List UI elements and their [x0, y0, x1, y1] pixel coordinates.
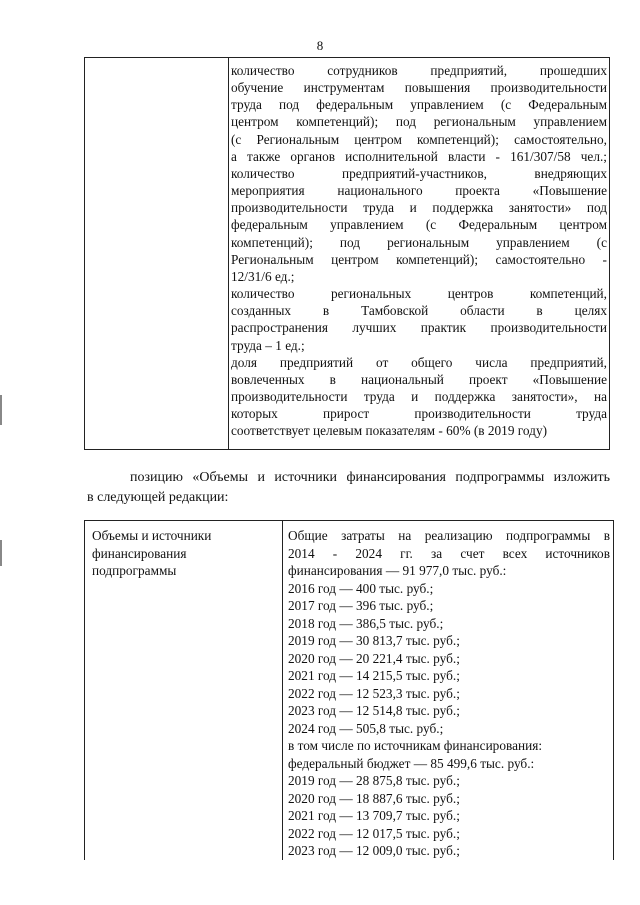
funding-line: 2018 год — 386,5 тыс. руб.;	[288, 615, 444, 631]
funding-table	[84, 520, 614, 860]
paragraph-line: в следующей редакции:	[87, 490, 229, 505]
instruction-paragraph	[87, 468, 610, 508]
funding-line: в том числе по источникам финансирования:	[288, 738, 543, 753]
text-line: труда под федеральным управлением (с Федеральным	[231, 97, 607, 113]
paragraph-line: позицию «Объемы и источники финансирования подпрограммы изложить	[130, 470, 610, 485]
text-line: количество сотрудников предприятий, прошедших	[231, 63, 607, 78]
text-line: центром компетенций); под региональным управлением	[231, 114, 607, 130]
funding-line: федеральный бюджет — 85 499,6 тыс. руб.:	[288, 755, 535, 771]
funding-line: 2021 год — 14 215,5 тыс. руб.;	[288, 668, 460, 683]
funding-line: 2017 год — 396 тыс. руб.;	[288, 598, 434, 613]
funding-line: 2022 год — 12 017,5 тыс. руб.;	[288, 825, 460, 841]
text-line: федеральным управлением (с Федеральным центром	[231, 217, 607, 233]
text-line: обучение инструментам повышения производительности	[231, 80, 607, 96]
text-line: производительности труда и поддержка занятости» под	[231, 200, 607, 216]
funding-label-cell	[92, 527, 277, 580]
page-number: 8	[316, 38, 324, 53]
funding-line: 2016 год — 400 тыс. руб.;	[288, 580, 434, 596]
funding-line: 2019 год — 28 875,8 тыс. руб.;	[288, 773, 460, 788]
label-line: финансирования	[92, 545, 187, 561]
text-line: которых прирост производительности труда	[231, 406, 607, 422]
table-column-divider	[282, 521, 283, 860]
funding-line: 2023 год — 12 514,8 тыс. руб.;	[288, 703, 460, 718]
text-line: созданных в Тамбовской области в целях	[231, 303, 607, 319]
text-line: производительности труда и поддержка занятости», на	[231, 388, 607, 404]
continued-table	[84, 57, 610, 450]
funding-line: 2021 год — 13 709,7 тыс. руб.;	[288, 808, 460, 823]
text-line: количество предприятий-участников, внедряющих	[231, 165, 607, 181]
scan-artifact	[0, 395, 2, 425]
text-line: соответствует целевым показателям - 60% (в 2019 году)	[231, 423, 548, 439]
text-line: распространения лучших практик производительности	[231, 320, 607, 336]
table-column-divider	[228, 58, 229, 449]
indicators-cell	[231, 62, 607, 439]
text-line: мероприятия национального проекта «Повышение	[231, 183, 607, 199]
text-line: компетенций); под региональным управлением (с	[231, 234, 607, 250]
funding-line: 2019 год — 30 813,7 тыс. руб.;	[288, 633, 460, 648]
funding-line: 2022 год — 12 523,3 тыс. руб.;	[288, 685, 460, 701]
funding-line: финансирования — 91 977,0 тыс. руб.:	[288, 563, 507, 578]
text-line: 12/31/6 ед.;	[231, 268, 295, 284]
funding-line: 2014 - 2024 гг. за счет всех источников	[288, 545, 610, 561]
scan-artifact	[0, 540, 2, 566]
funding-line: 2020 год — 18 887,6 тыс. руб.;	[288, 790, 460, 806]
text-line: а также органов исполнительной власти - 161/307/58 чел.;	[231, 148, 607, 164]
text-line: доля предприятий от общего числа предприятий,	[231, 354, 607, 370]
funding-line: 2024 год — 505,8 тыс. руб.;	[288, 720, 444, 736]
label-line: Объемы и источники	[92, 528, 212, 543]
funding-line: 2020 год — 20 221,4 тыс. руб.;	[288, 650, 460, 666]
funding-line: 2023 год — 12 009,0 тыс. руб.;	[288, 843, 460, 858]
text-line: труда – 1 ед.;	[231, 337, 305, 353]
text-line: Региональным центром компетенций); самостоятельно -	[231, 251, 607, 267]
text-line: количество региональных центров компетенций,	[231, 286, 607, 302]
text-line: вовлеченных в национальный проект «Повышение	[231, 371, 607, 387]
funding-line: Общие затраты на реализацию подпрограммы в	[288, 528, 610, 543]
label-line: подпрограммы	[92, 563, 177, 578]
text-line: (с Региональным центром компетенций); самостоятельно,	[231, 131, 607, 147]
funding-values-cell	[288, 527, 610, 860]
